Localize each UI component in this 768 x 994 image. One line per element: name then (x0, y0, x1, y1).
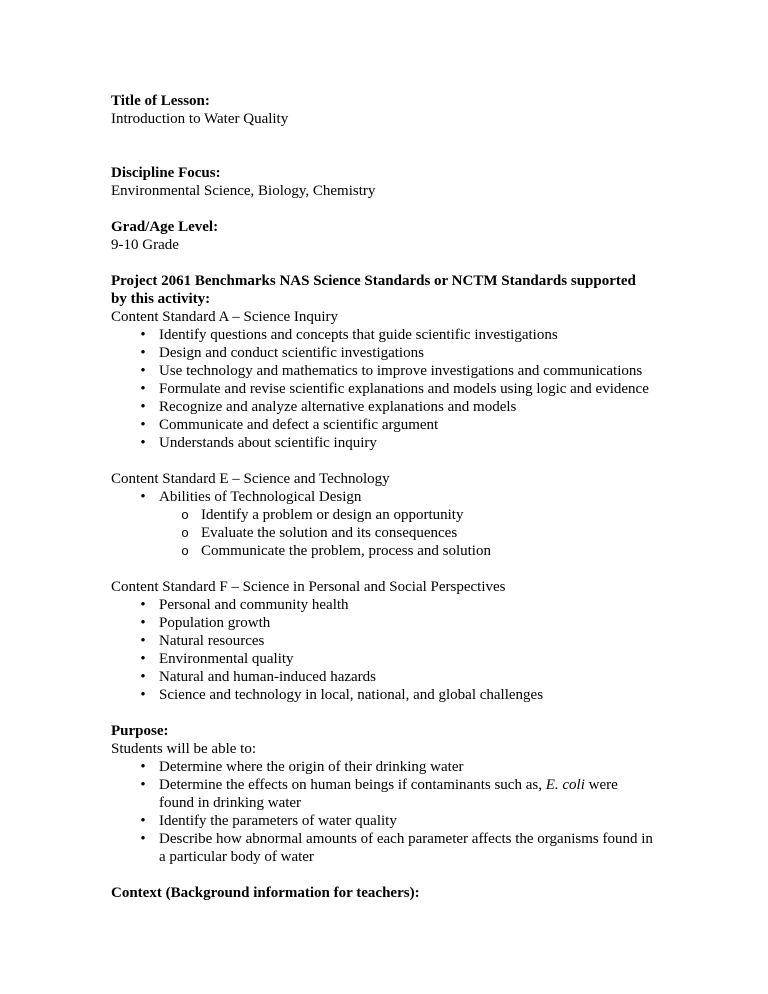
list-item-text (159, 831, 653, 865)
spacer (111, 200, 671, 218)
hollow-bullet-icon: o (181, 543, 189, 558)
list-item-text: Abilities of Technological Design (159, 489, 362, 505)
bullet-icon: • (140, 417, 146, 433)
list-item (111, 434, 671, 452)
bullet-icon: • (140, 651, 146, 667)
sub-list-item-text: Identify a problem or design an opportunity (201, 507, 464, 523)
list-item (111, 632, 671, 650)
hollow-bullet-icon: o (181, 525, 189, 540)
list-item (111, 596, 671, 614)
sub-list-item-text: Communicate the problem, process and solution (201, 543, 491, 559)
list-item-text: Communicate and defect a scientific argument (159, 417, 439, 433)
content-standard-a-title: Content Standard A – Science Inquiry (111, 309, 339, 325)
sub-list-item (111, 524, 671, 542)
bullet-icon: • (140, 633, 146, 649)
spacer (111, 452, 671, 470)
document-page (111, 92, 671, 902)
list-item (111, 668, 671, 686)
list-item-text: Natural and human-induced hazards (159, 669, 376, 685)
bullet-icon: • (140, 831, 146, 847)
spacer (111, 866, 671, 884)
bullet-icon: • (140, 777, 146, 793)
list-item-text: Design and conduct scientific investigations (159, 345, 424, 361)
bullet-icon: • (140, 327, 146, 343)
sub-list-item (111, 506, 671, 524)
bullet-icon: • (140, 489, 146, 505)
list-item-text-part: Describe how abnormal amounts of each parameter affects the organisms found in (159, 831, 653, 847)
content-standard-f-list (111, 596, 671, 704)
list-item-text-part: found in drinking water (159, 795, 302, 811)
context-heading: Context (Background information for teachers): (111, 885, 420, 901)
list-item-text (159, 777, 618, 811)
list-item (111, 812, 671, 830)
standards-heading-line-1: Project 2061 Benchmarks NAS Science Standards or NCTM Standards supported (111, 273, 636, 289)
list-item-text-part: were (584, 777, 618, 793)
sub-list-item-text: Evaluate the solution and its consequences (201, 525, 458, 541)
list-item (111, 344, 671, 362)
list-item (111, 326, 671, 344)
discipline-focus-heading: Discipline Focus: (111, 165, 221, 181)
content-standard-e-title: Content Standard E – Science and Technology (111, 471, 390, 487)
organism-name: E. coli (545, 777, 585, 793)
list-item-text: Identify the parameters of water quality (159, 813, 397, 829)
sub-list-item (111, 542, 671, 560)
list-item-text: Understands about scientific inquiry (159, 435, 377, 451)
list-item-text: Identify questions and concepts that guide scientific investigations (159, 327, 558, 343)
list-item (111, 416, 671, 434)
spacer (111, 560, 671, 578)
list-item (111, 776, 671, 812)
discipline-focus-value: Environmental Science, Biology, Chemistry (111, 183, 376, 199)
purpose-intro: Students will be able to: (111, 741, 256, 757)
bullet-icon: • (140, 687, 146, 703)
list-item (111, 650, 671, 668)
content-standard-e-list (111, 488, 671, 506)
list-item-text: Recognize and analyze alternative explanations and models (159, 399, 517, 415)
bullet-icon: • (140, 669, 146, 685)
spacer (111, 704, 671, 722)
bullet-icon: • (140, 615, 146, 631)
list-item (111, 614, 671, 632)
bullet-icon: • (140, 759, 146, 775)
grade-level-value: 9-10 Grade (111, 237, 179, 253)
bullet-icon: • (140, 363, 146, 379)
list-item-text: Determine where the origin of their drinking water (159, 759, 464, 775)
list-item (111, 362, 671, 380)
list-item (111, 488, 671, 506)
standards-heading-line-2: by this activity: (111, 291, 211, 307)
bullet-icon: • (140, 399, 146, 415)
list-item-text: Use technology and mathematics to improve investigations and communications (159, 363, 643, 379)
bullet-icon: • (140, 597, 146, 613)
list-item (111, 830, 671, 866)
grade-level-heading: Grad/Age Level: (111, 219, 219, 235)
list-item-text-part: a particular body of water (159, 849, 314, 865)
list-item-text: Environmental quality (159, 651, 294, 667)
list-item-text: Personal and community health (159, 597, 349, 613)
list-item (111, 380, 671, 398)
list-item-text-part: Determine the effects on human beings if contaminants such as, (159, 777, 546, 793)
list-item (111, 398, 671, 416)
list-item-text: Population growth (159, 615, 271, 631)
content-standard-e-sublist (111, 506, 671, 560)
content-standard-f-title: Content Standard F – Science in Personal and Social Perspectives (111, 579, 506, 595)
bullet-icon: • (140, 435, 146, 451)
bullet-icon: • (140, 813, 146, 829)
bullet-icon: • (140, 345, 146, 361)
list-item-text: Formulate and revise scientific explanations and models using logic and evidence (159, 381, 649, 397)
title-of-lesson-value: Introduction to Water Quality (111, 111, 289, 127)
bullet-icon: • (140, 381, 146, 397)
list-item-text: Science and technology in local, national, and global challenges (159, 687, 544, 703)
content-standard-a-list (111, 326, 671, 452)
list-item (111, 758, 671, 776)
title-of-lesson-heading: Title of Lesson: (111, 93, 210, 109)
hollow-bullet-icon: o (181, 507, 189, 522)
list-item (111, 686, 671, 704)
spacer (111, 128, 671, 164)
list-item-text: Natural resources (159, 633, 265, 649)
spacer (111, 254, 671, 272)
purpose-heading: Purpose: (111, 723, 169, 739)
purpose-list (111, 758, 671, 866)
